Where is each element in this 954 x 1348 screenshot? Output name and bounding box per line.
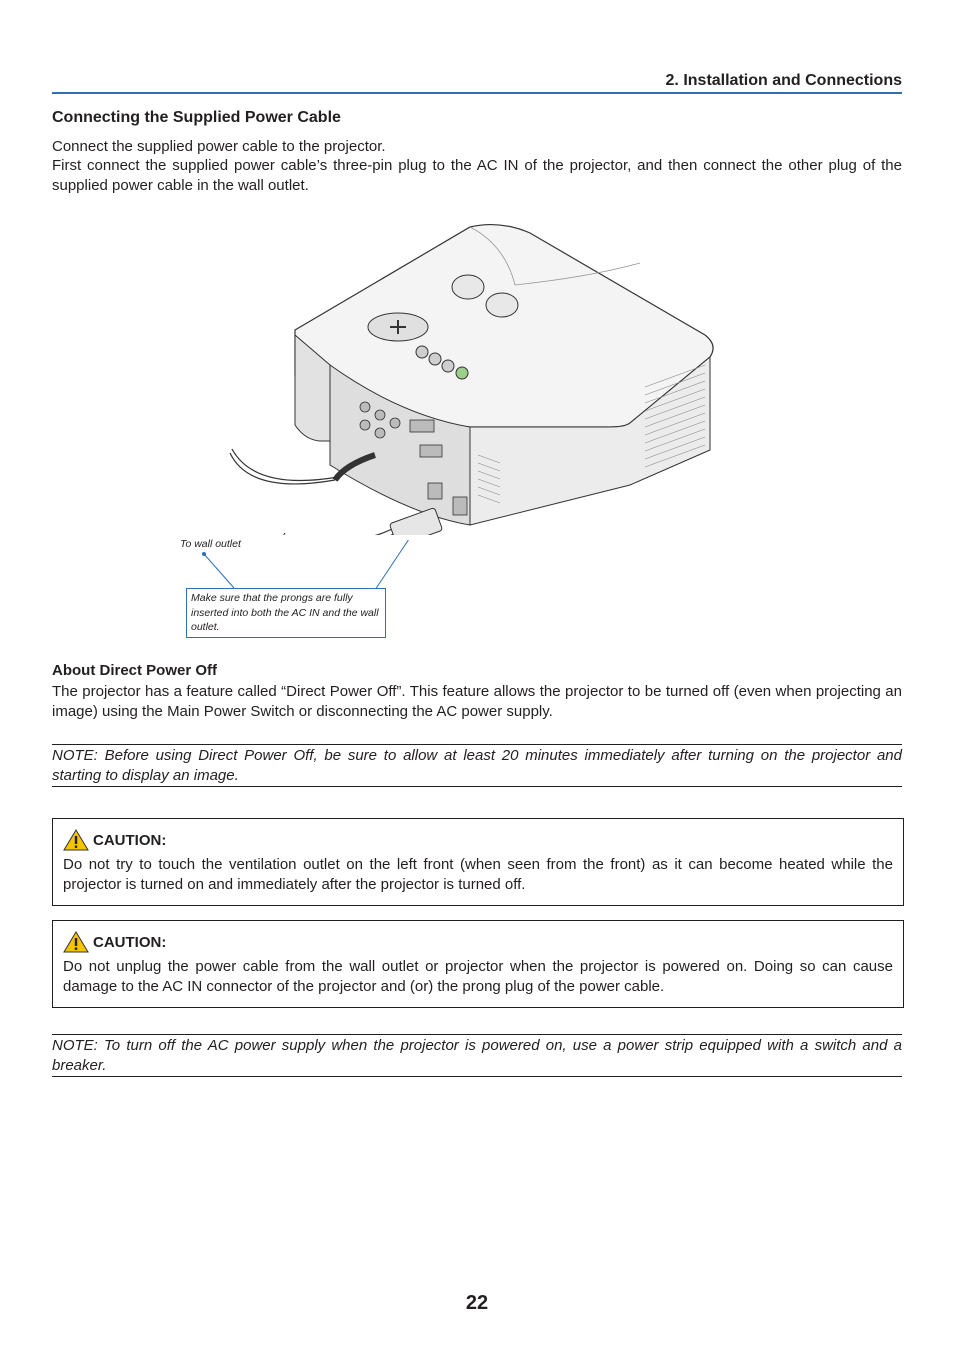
page-number: 22 [465,1292,489,1314]
intro-paragraph: Connect the supplied power cable to the projector. [52,138,386,155]
projector-illustration [170,215,730,535]
caution-title: CAUTION: [93,933,167,951]
caution-title: CAUTION: [93,831,167,849]
caution-box-2 [52,920,904,1008]
figure-callout: Make sure that the prongs are fully inserted into both the AC IN and the wall outlet. [186,588,386,638]
warning-triangle-icon [63,829,89,851]
section-title: Connecting the Supplied Power Cable [52,109,341,126]
warning-triangle-icon [63,931,89,953]
caution-text: Do not unplug the power cable from the wall outlet or projector when the projector is powered on. Doing so can cause damage to the AC IN connector of the projector and (or) the prong plug of the power cable. [63,958,893,995]
note-2: NOTE: To turn off the AC power supply when the projector is powered on, use a power strip equipped with a switch and a breaker. [52,1034,902,1077]
instruction-paragraph: First connect the supplied power cable’s three-pin plug to the AC IN of the projector, and then connect the other plug of the supplied power cable in the wall outlet. [52,157,902,194]
direct-power-off-text: The projector has a feature called “Direct Power Off”. This feature allows the projector to be turned off (even when projecting an image) using the Main Power Switch or disconnecting the AC power supply. [52,683,902,720]
note-1: NOTE: Before using Direct Power Off, be sure to allow at least 20 minutes immediately after turning on the projector and starting to display an image. [52,744,902,787]
wall-outlet-label: To wall outlet [180,538,241,550]
chapter-title: 2. Installation and Connections [665,72,902,89]
caution-box-1 [52,818,904,906]
direct-power-off-title: About Direct Power Off [52,662,218,679]
caution-text: Do not try to touch the ventilation outlet on the left front (when seen from the front) as it can become heated while the projector is turned on and immediately after the projector is turned off. [63,856,893,893]
chapter-header [52,72,902,94]
